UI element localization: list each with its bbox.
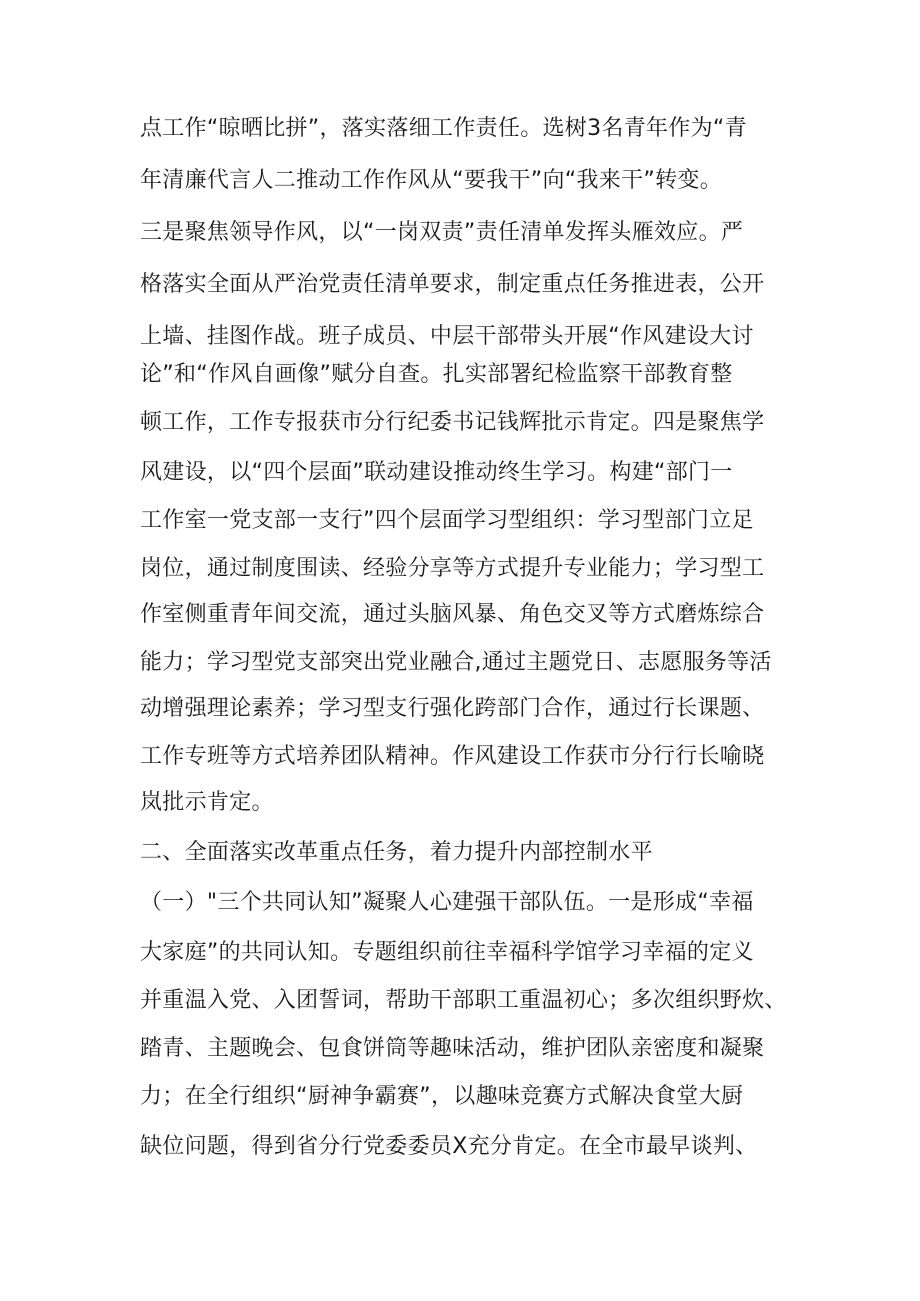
text-line: 动增强理论素养；学习型支行强化跨部门合作，通过行长课题、 bbox=[140, 696, 765, 721]
text-line: 力；在全行组织“厨神争霸赛”，以趣味竞赛方式解决食堂大厨 bbox=[140, 1084, 744, 1109]
text-line: 点工作“晾晒比拼”，落实落细工作责任。选树3名青年作为“青 bbox=[140, 116, 747, 141]
text-line: 三是聚焦领导作风，以“一岗双责”责任清单发挥头雁效应。严 bbox=[140, 220, 744, 245]
text-line: 岚批示肯定。 bbox=[140, 790, 274, 815]
text-line: （一）"三个共同认知”凝聚人心建强干部队伍。一是形成“幸福 bbox=[140, 890, 754, 915]
text-line: 论”和“作风自画像”赋分自查。扎实部署纪检监察干部教育整 bbox=[140, 362, 733, 387]
text-line: 上墙、挂图作战。班子成员、中层干部带头开展“作风建设大讨 bbox=[140, 324, 754, 349]
text-line: 风建设，以“四个层面”联动建设推动终生学习。构建“部门一 bbox=[140, 460, 733, 485]
text-line: 能力；学习型党支部突出党业融合,通过主题党日、志愿服务等活 bbox=[140, 650, 772, 675]
text-line: 缺位问题，得到省分行党委委员X充分肯定。在全市最早谈判、 bbox=[140, 1134, 758, 1159]
text-line: 作室侧重青年间交流，通过头脑风暴、角色交叉等方式磨炼综合 bbox=[140, 602, 765, 627]
text-line: 顿工作，工作专报获市分行纪委书记钱辉批示肯定。四是聚焦学 bbox=[140, 410, 765, 435]
text-line: 岗位，通过制度围读、经验分享等方式提升专业能力；学习型工 bbox=[140, 556, 765, 581]
text-line: 工作室一党支部一支行”四个层面学习型组织：学习型部门立足 bbox=[140, 508, 754, 533]
text-line: 年清廉代言人二推动工作作风从“要我干”向“我来干”转变。 bbox=[140, 168, 722, 193]
text-line: 工作专班等方式培养团队精神。作风建设工作获市分行行长喻晓 bbox=[140, 744, 765, 769]
text-line: 并重温入党、入团誓词，帮助干部职工重温初心；多次组织野炊、 bbox=[140, 988, 787, 1013]
text-line: 踏青、主题晚会、包食饼筒等趣味活动，维护团队亲密度和凝聚 bbox=[140, 1036, 765, 1061]
text-line: 格落实全面从严治党责任清单要求，制定重点任务推进表，公开 bbox=[140, 272, 765, 297]
text-line: 大家庭”的共同认知。专题组织前往幸福科学馆学习幸福的定义 bbox=[140, 940, 754, 965]
section-heading: 二、全面落实改革重点任务，着力提升内部控制水平 bbox=[140, 840, 653, 865]
